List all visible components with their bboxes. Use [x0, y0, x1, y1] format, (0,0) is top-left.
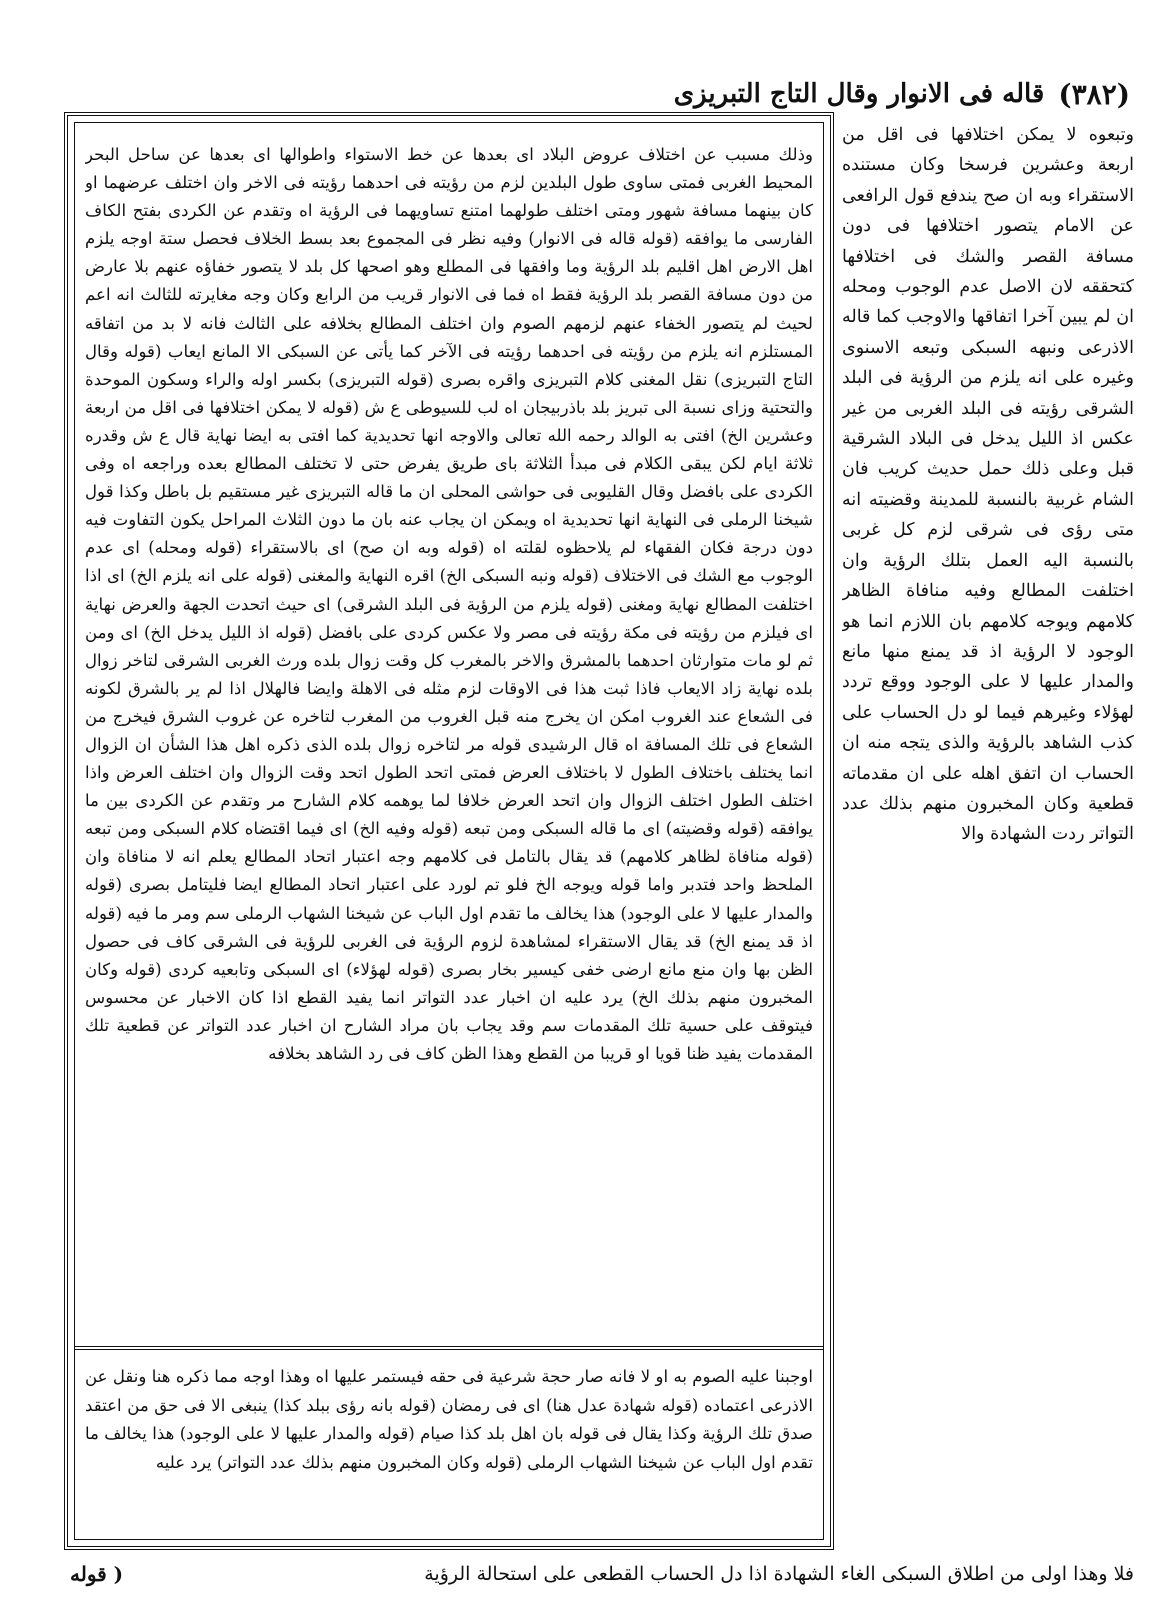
catchword: ( قوله: [70, 1562, 124, 1586]
page-number: (٣٨٢): [1058, 77, 1130, 111]
running-title: قاله فى الانوار وقال التاج التبريزى: [673, 79, 1045, 109]
commentary-frame: [64, 112, 834, 1550]
margin-main-text: وتبعوه لا يمكن اختلافها فى اقل من اربعة وعشرين فرسخا وكان مستنده الاستقراء وبه ان صح يندفع قول الرافعى عن الامام يتصور اختلافها فى دون مسافة القصر والشك فى اختلافها كتحققه لان الاصل عدم الوجوب ومحله ان لم يبين آخرا اتفاقها والاوجب كما قاله الاذرعى ونبهه السبكى وتبعه الاسنوى وغيره على انه يلزم من الرؤية فى البلد الشرقى رؤيته فى البلد الغربى من غير عكس اذ الليل يدخل فى البلاد الشرقية قبل وعلى ذلك حمل حديث كريب فان الشام غربية بالنسبة للمدينة وقضيته انه متى رؤى فى شرقى لزم كل غربى بالنسبة اليه العمل بتلك الرؤية وان اختلفت المطالع وفيه منافاة الظاهر كلامهم ويوجه كلامهم بان اللازم انما هو الوجود لا الرؤية اذ قد يمنع منها مانع والمدار عليها لا على الوجود ووقع تردد لهؤلاء وغيرهم فيما لو دل الحساب على كذب الشاهد بالرؤية والذى يتجه منه ان الحساب ان اتفق اهله على ان مقدماته قطعية وكان المخبرون منهم بذلك عدد التواتر ردت الشهادة والا: [842, 125, 1134, 845]
page-header: [640, 72, 1130, 116]
commentary-text: وذلك مسبب عن اختلاف عروض البلاد اى بعدها عن خط الاستواء واطوالها اى بعدها عن ساحل البحر المحيط الغربى فمتى ساوى طول البلدين لزم من رؤيته فى احدهما رؤيته فى الاخر وان اختلف عرضهما او كان بينهما مسافة شهور ومتى اختلف طولهما امتنع تساويهما فى الرؤية اه وتقدم عن الكردى بفتح الكاف الفارسى ما يوافقه (قوله قاله فى الانوار) وفيه نظر فى المجموع بعد بسط الخلاف فحصل ستة اوجه يلزم اهل الارض اهل اقليم بلد الرؤية وما وافقها فى المطلع وهو اصحها كل بلد لا يتصور خفاؤه عنهم بلا عارض من دون مسافة القصر بلد الرؤية فقط اه فما فى الانوار قريب من الرابع وكان وجه مغايرته للثالث انه اعم لحيث لم يتصور الخفاء عنهم لزمهم الصوم وان اختلف المطالع بخلافه على الثالث فانه لا بد من اتفاقه المستلزم انه يلزم من رؤيته فى احدهما رؤيته فى الآخر كما يأتى عن السبكى الا المانع ايعاب (قوله وقال التاج التبريزى) نقل المغنى كلام التبريزى واقره بصرى (قوله التبريزى) بكسر اوله والراء وسكون الموحدة والتحتية وزاى نسبة الى تبريز بلد باذربيجان اه لب للسيوطى ع ش (قوله لا يمكن اختلافها فى اقل من اربعة وعشرين الخ) افتى به الوالد رحمه الله تعالى والاوجه انها تحديدية كما افتى به ايضا نهاية قال ع ش وقدره ثلاثة ايام لكن يبقى الكلام فى مبدأ الثلاثة باى طريق يفرض حتى لا تختلف المطالع بعده وراجعه اه وفى الكردى على بافضل وقال القليوبى فى حواشى المحلى ان ما قاله التبريزى غير مستقيم بل باطل وكذا قول شيخنا الرملى فى النهاية انها تحديدية اه ويمكن ان يجاب عنه بان ما دون الثلاث المراحل يكون التفاوت فيه دون درجة فكان الفقهاء لم يلاحظوه لقلته اه (قوله وبه ان صح) اى بالاستقراء (قوله ومحله) اى عدم الوجوب مع الشك فى الاختلاف (قوله ونبه السبكى الخ) اقره النهاية والمغنى (قوله على انه يلزم الخ) اى اذا اختلفت المطالع نهاية ومغنى (قوله يلزم من الرؤية فى البلد الشرقى) اى حيث اتحدت الجهة والعرض نهاية اى فيلزم من رؤيته فى مكة رؤيته فى مصر ولا عكس كردى على بافضل (قوله اذ الليل يدخل الخ) اى ومن ثم لو مات متوارثان احدهما بالمشرق والاخر بالمغرب كل وقت زوال بلده ورث الغربى الشرقى لتاخر زوال بلده نهاية زاد الايعاب فاذا ثبت هذا فى الاوقات لزم مثله فى الاهلة وايضا فالهلال اذا لم ير بالشرق لكونه فى الشعاع عند الغروب امكن ان يخرج منه قبل الغروب من المغرب لتاخره عن غروب الشرق فيخرج من الشعاع فى تلك المسافة اه قال الرشيدى قوله مر لتاخره زوال بلده الذى ذكره اهل هذا الشأن ان الزوال انما يختلف باختلاف الطول لا باختلاف العرض فمتى اتحد الطول اتحد وقت الزوال وان اختلف العرض واذا اختلف الطول اختلف الزوال وان اتحد العرض خلافا لما يوهمه كلام الشارح مر وتقدم عن الكردى بين ما يوافقه (قوله وقضيته) اى ما قاله السبكى ومن تبعه (قوله وفيه الخ) اى فيما اقتضاه كلام السبكى ومن تبعه (قوله منافاة لظاهر كلامهم) قد يقال بالتامل فى كلامهم وجه اعتبار اتحاد المطالع يعلم انه لا منافاة وان الملحظ واحد فتدبر واما قوله ويوجه الخ فلو تم لورد على اعتبار اتحاد المطالع ايضا فليتامل بصرى (قوله والمدار عليها لا على الوجود) هذا يخالف ما تقدم اول الباب عن شيخنا الشهاب الرملى سم ومر ما فيه (قوله اذ قد يمنع الخ) قد يقال الاستقراء لمشاهدة لزوم الرؤية فى الغربى للرؤية فى الشرقى كاف فى حصول الظن بها وان منع مانع ارضى خفى كيسير بخار بصرى (قوله لهؤلاء) اى السبكى وتابعيه كردى (قوله وكان المخبرون منهم بذلك الخ) يرد عليه ان اخبار عدد التواتر انما يفيد القطع اذا كان الاخبار عن محسوس فيتوقف على حسية تلك المقدمات سم وقد يجاب بان مراد الشارح ان اخبار عدد التواتر عن قطعية تلك المقدمات يفيد ظنا قويا او قريبا من القطع وهذا الظن كاف فى رد الشاهد بخلافه: [85, 145, 813, 1063]
bottom-main-text-line: فلا وهذا اولى من اطلاق السبكى الغاء الشهادة اذا دل الحساب القطعى على استحالة الرؤية: [424, 1563, 1134, 1585]
section-divider: [75, 1346, 823, 1350]
footnote-text: اوجبنا عليه الصوم به او لا فانه صار حجة شرعية فى حقه فيستمر عليها اه وهذا اوجه مما ذكره هنا ونقل عن الاذرعى اعتماده (قوله شهادة عدل هنا) اى فى رمضان (قوله بانه رؤى ببلد كذا) ينبغى الا فى حق من اعتقد صدق تلك الرؤية وكذا يقال فى قوله بان اهل بلد كذا صيام (قوله والمدار عليها لا على الوجود) هذا يخالف ما تقدم اول الباب عن شيخنا الشهاب الرملى (قوله وكان المخبرون منهم بذلك عدد التواتر) يرد عليه: [85, 1367, 813, 1472]
commentary-frame-inner: [74, 122, 824, 1540]
